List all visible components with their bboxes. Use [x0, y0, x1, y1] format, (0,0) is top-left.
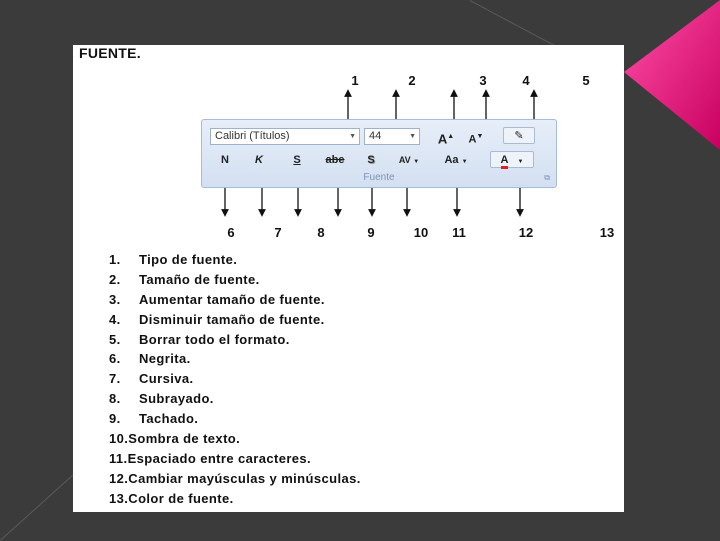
- change-case-button[interactable]: Aa ▼: [444, 154, 468, 166]
- slide-title: FUENTE.: [79, 45, 141, 61]
- grow-font-button[interactable]: A▲: [437, 131, 455, 147]
- shrink-font-button[interactable]: A▼: [468, 133, 484, 146]
- dialog-launcher-icon[interactable]: ⧉: [544, 173, 550, 182]
- list-item: 3. Aumentar tamaño de fuente.: [109, 291, 325, 307]
- label-number: 4: [522, 73, 530, 88]
- italic-button[interactable]: K: [255, 154, 263, 166]
- label-number: 11: [452, 225, 466, 240]
- label-number: 10: [413, 225, 429, 240]
- font-ribbon-group: [201, 119, 557, 188]
- text-shadow-button[interactable]: S: [367, 154, 375, 166]
- list-item: 12.Cambiar mayúsculas y minúsculas.: [109, 470, 361, 486]
- list-item: 1. Tipo de fuente.: [109, 252, 238, 267]
- list-item: 8. Subrayado.: [109, 391, 214, 407]
- list-item: 6. Negrita.: [109, 351, 191, 367]
- list-item: 10.Sombra de texto.: [109, 431, 241, 447]
- label-number: 5: [582, 73, 590, 88]
- chevron-down-icon: ▼: [349, 133, 356, 140]
- font-size-dropdown[interactable]: [364, 128, 420, 145]
- label-number: 6: [227, 225, 235, 240]
- chevron-down-icon: ▼: [409, 133, 416, 140]
- group-label: Fuente: [363, 172, 395, 183]
- label-number: 9: [367, 225, 375, 240]
- list-item: 13.Color de fuente.: [109, 490, 234, 506]
- underline-button[interactable]: S: [293, 154, 301, 166]
- slide-content: [73, 45, 624, 512]
- chevron-down-icon: ▼: [413, 159, 420, 165]
- font-name-dropdown[interactable]: [210, 128, 360, 145]
- chevron-down-icon: ▼: [517, 159, 524, 165]
- eraser-icon: ✎: [514, 130, 524, 142]
- list-item: 5. Borrar todo el formato.: [109, 331, 290, 347]
- legend-list: [109, 250, 361, 509]
- label-number: 1: [351, 73, 359, 88]
- label-number: 7: [274, 225, 282, 240]
- list-item: 9. Tachado.: [109, 411, 199, 427]
- character-spacing-button[interactable]: AV ▼: [398, 155, 420, 165]
- list-item: 4. Disminuir tamaño de fuente.: [109, 311, 325, 327]
- label-number: 12: [518, 225, 534, 240]
- label-number: 13: [599, 225, 615, 240]
- list-item: 11.Espaciado entre caracteres.: [109, 450, 312, 466]
- list-item: 7. Cursiva.: [109, 371, 194, 387]
- bold-button[interactable]: N: [221, 154, 229, 166]
- label-number: 3: [479, 73, 487, 88]
- clear-format-button[interactable]: [503, 127, 535, 144]
- label-number: 2: [408, 73, 416, 88]
- strikethrough-button[interactable]: abe: [325, 154, 345, 166]
- font-color-button[interactable]: A ▼: [490, 151, 534, 168]
- label-number: 8: [317, 225, 325, 240]
- font-name-value: Calibri (Títulos): [215, 130, 290, 142]
- list-item: 2. Tamaño de fuente.: [109, 271, 260, 287]
- font-size-value: 44: [369, 130, 382, 142]
- chevron-down-icon: ▼: [461, 159, 468, 165]
